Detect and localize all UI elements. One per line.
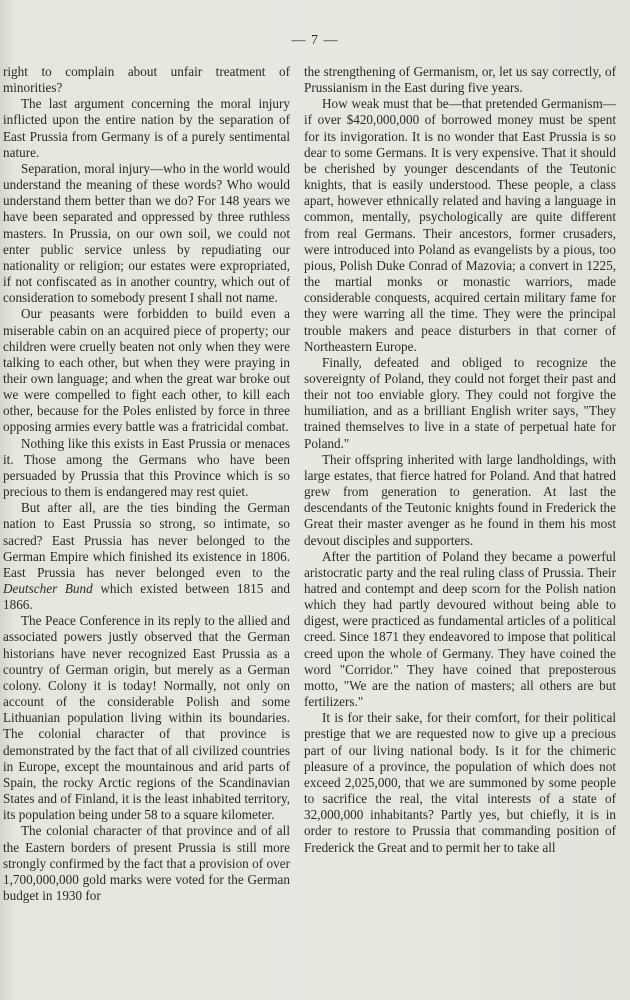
paragraph: right to complain about unfair treatment of minorities? bbox=[3, 64, 290, 96]
paragraph: The colonial character of that province and of all the Eastern borders of present Prussia is still more strongly confirmed by the fact that a provision of over 1,700,000,000 gold marks were voted for the German budget in 1930 for bbox=[3, 823, 290, 903]
italic-term: Deutscher Bund bbox=[3, 581, 93, 596]
paragraph: Separation, moral injury—who in the world would understand the meaning of these words? Who would understand them better than we do? For 148 years we have been separated and oppressed by three ruthless masters. In Prussia, on our own soil, we could not enter public service unless by repudiating our nationality or religion; our estates were expropriated, if not confiscated as in another country, which out of consideration to somebody present I shall not name. bbox=[3, 160, 290, 306]
paragraph-text: But after all, are the ties binding the German nation to East Prussia so strong, so intimate, so sacred? East Prussia has never belonged to the German Empire which finished its existence in 1806. East Prussia has never belonged even to the bbox=[3, 500, 290, 580]
paragraph: After the partition of Poland they became a powerful aristocratic party and the real ruling class of Prussia. Their hatred and contempt and deep scorn for the Polish nation which they had partly devoured without being able to digest, were practiced as fundamental articles of a political creed. Since 1871 they endeavored to impose that political creed upon the whole of Germany. They have coined the word "Corridor." They have coined that preposterous motto, "We are the nation of masters; all others are but fertilizers." bbox=[304, 548, 616, 710]
right-column bbox=[304, 64, 616, 856]
left-column bbox=[3, 64, 290, 904]
paragraph: the strengthening of Germanism, or, let us say correctly, of Prussianism in the East during five years. bbox=[304, 64, 616, 96]
paragraph: Their offspring inherited with large landholdings, with large estates, that fierce hatred for Poland. And that hatred grew from generation to generation. At last the descendants of the Teutonic knights found in Frederick the Great their master avenger as he found in them his most devout disciples and supporters. bbox=[304, 451, 616, 548]
page-number: — 7 — bbox=[291, 33, 339, 48]
paragraph: Finally, defeated and obliged to recognize the sovereignty of Poland, they could not forget their past and their not too enviable glory. They could not forgive the humiliation, and as a brilliant English writer says, "They trained themselves to live in a state of perpetual hate for Poland." bbox=[304, 354, 616, 451]
paragraph: How weak must that be—that pretended Germanism—if over $420,000,000 of borrowed money must be spent for its invigoration. It is no wonder that East Prussia is so dear to some Germans. It is very expensive. That it should be cherished by younger descendants of the Teutonic knights, that is easily understood. These people, a class apart, however ethnically related and having a language in common, mentally, psychologically are quite different from real Germans. Their ancestors, former crusaders, were introduced into Poland as evangelists by a pious, too pious, Polish Duke Conrad of Mazovia; a convert in 1225, the martial monks or monastic warriors, made considerable conquests, acquired certain military fame for they were warring all the time. They were the principal trouble makers and peace disturbers in that corner of Northeastern Europe. bbox=[304, 96, 616, 354]
paragraph: The last argument concerning the moral injury inflicted upon the entire nation by the separation of East Prussia from Germany is of a purely sentimental nature. bbox=[3, 96, 290, 160]
paragraph: It is for their sake, for their comfort, for their political prestige that we are requested now to give up a precious part of our living national body. Is it for the chimeric pleasure of a province, the population of which does not exceed 2,025,000, that we are summoned by some people to sacrifice the real, the vital interests of a state of 32,000,000 inhabitants? Partly yes, but chiefly, it is in order to restore to Prussia that commanding position of Frederick the Great and to permit her to take all bbox=[304, 710, 616, 855]
paragraph: The Peace Conference in its reply to the allied and associated powers justly observed that the German historians have never recognized East Prussia as a country of German origin, but merely as a German colony. Colony it is today! Normally, not only on account of the considerable Polish and some Lithuanian population living within its boundaries. The colonial character of that province is demonstrated by the fact that of all civilized countries in Europe, except the mountainous and arid parts of Spain, the rocky Arctic regions of the Scandinavian States and of Finland, it is the least inhabited territory, its population being under 58 to a square kilometer. bbox=[3, 613, 290, 823]
paragraph-text: which existed between 1815 and 1866. bbox=[3, 581, 290, 613]
paragraph: Nothing like this exists in East Prussia or menaces it. Those among the Germans who have been persuaded by Prussia that this Province which is so precious to them is endangered may rest quiet. bbox=[3, 435, 290, 500]
paragraph bbox=[3, 500, 290, 613]
paragraph: Our peasants were forbidden to build even a miserable cabin on an acquired piece of property; our children were cruelly beaten not only when they were talking to each other, but when they were praying in their own language; and when the great war broke out we were compelled to fight each other, to kill each other, because for the Poles enlisted by force in three opposing armies every battle was a fratricidal combat. bbox=[3, 306, 290, 435]
